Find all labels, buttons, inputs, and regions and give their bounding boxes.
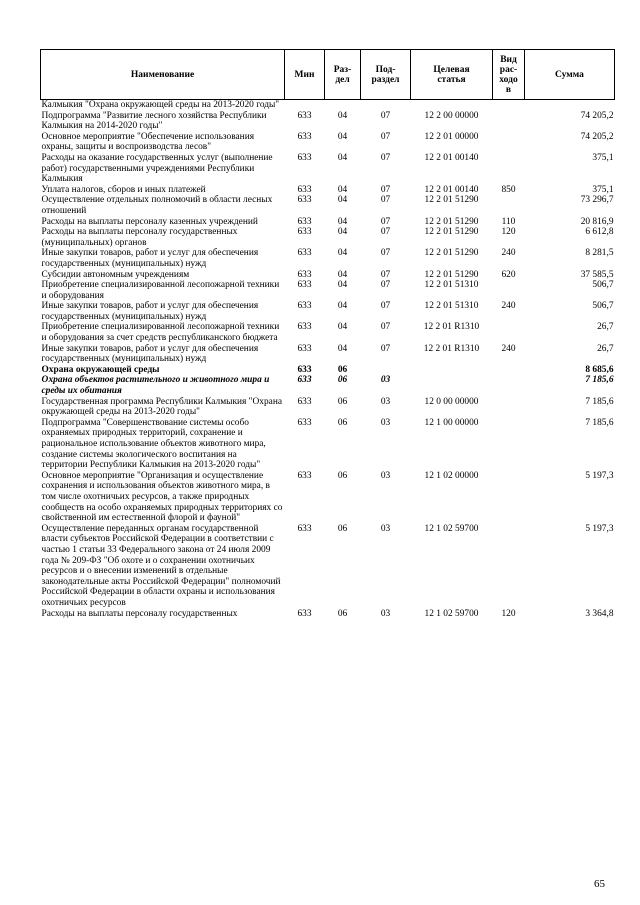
cell-summa: 73 296,7 [580,195,614,206]
cell-min: 633 [297,227,312,238]
cell-statya: 12 1 02 59700 [424,608,479,619]
cell-razdel: 04 [337,343,348,354]
cell-vid [493,100,525,111]
cell-vid: 120 [501,608,516,619]
cell-vid [493,111,525,132]
cell-statya: 12 2 01 51290 [424,248,479,259]
table-row [41,471,615,524]
table-row [41,185,615,196]
cell-min: 633 [297,195,312,206]
header-razdel: Раз- дел [325,50,361,100]
cell-podrazdel: 07 [380,301,391,312]
cell-min: 633 [297,470,312,481]
cell-razdel: 04 [337,216,348,227]
cell-name: Приобретение специализированной лесопожарной техники и оборудования [41,280,280,301]
cell-vid [493,195,525,216]
cell-podrazdel: 07 [380,227,391,238]
table-row [41,344,615,365]
cell-summa: 20 816,9 [580,216,614,227]
cell-summa: 7 185,6 [585,417,614,428]
header-min: Мин [285,50,325,100]
cell-summa: 26,7 [597,343,614,354]
cell-vid [493,471,525,524]
cell-min: 633 [297,322,312,333]
cell-summa: 74 205,2 [580,110,614,121]
page-number: 65 [594,878,605,890]
cell-min: 633 [297,608,312,619]
cell-summa: 5 197,3 [585,470,614,481]
cell-min: 633 [297,343,312,354]
cell-vid [493,524,525,609]
cell-statya: 12 2 00 00000 [424,110,479,121]
cell-podrazdel: 07 [380,195,391,206]
cell-name: Иные закупки товаров, работ и услуг для обеспечения государственных (муниципальных) нужд [41,301,259,322]
cell-vid: 850 [501,184,516,195]
cell-statya: 12 1 02 00000 [424,470,479,481]
table-row [41,418,615,471]
table-row [41,153,615,185]
cell-name: Охрана окружающей среды [41,364,160,375]
table-body [41,100,615,620]
cell-razdel: 06 [337,417,348,428]
cell-razdel: 04 [337,184,348,195]
cell-razdel: 04 [337,152,348,163]
cell-razdel: 06 [337,608,348,619]
cell-razdel: 04 [337,110,348,121]
cell-vid [493,397,525,418]
table-row [41,397,615,418]
cell-min: 633 [297,131,312,142]
cell-min [285,100,325,111]
cell-min: 633 [297,280,312,291]
cell-podrazdel [361,365,411,376]
cell-razdel: 06 [337,470,348,481]
cell-vid [493,365,525,376]
cell-vid: 240 [501,301,516,312]
cell-min: 633 [297,110,312,121]
cell-statya: 12 0 00 00000 [424,396,479,407]
cell-razdel: 04 [337,227,348,238]
cell-summa: 6 612,8 [585,227,614,238]
cell-podrazdel: 07 [380,269,391,280]
cell-podrazdel: 07 [380,131,391,142]
cell-name: Осуществление переданных органам государственной власти субъектов Российской Федерации в соответствии с частью 1 статьи 33 Федерального закона от 24 июля 2009 года № 209-ФЗ "Об охоте и о сохранении охотничьих ресурсов и о внесении изменений в отдельные законодательные акты Российской Федерации" полномочий Российской Федерации в области охраны и использования охотничьих ресурсов [41,523,281,608]
cell-razdel: 04 [337,301,348,312]
cell-name: Государственная программа Республики Калмыкия "Охрана окружающей среды на 2013-2020 годы" [41,396,282,418]
cell-statya [411,365,493,376]
table-row [41,227,615,248]
cell-min: 633 [297,375,312,386]
cell-vid: 620 [501,269,516,280]
cell-name: Иные закупки товаров, работ и услуг для обеспечения государственных (муниципальных) нужд [41,343,259,365]
cell-summa: 3 364,8 [585,608,614,619]
table-row [41,365,615,376]
cell-summa: 7 185,6 [585,375,614,386]
cell-vid: 240 [501,343,516,354]
cell-podrazdel: 07 [380,110,391,121]
budget-table [40,49,615,619]
cell-name: Приобретение специализированной лесопожарной техники и оборудования за счет средств республиканского бюджета [41,322,280,344]
cell-summa: 375,1 [592,152,614,163]
cell-summa: 506,7 [592,301,614,312]
cell-name: Расходы на выплаты персоналу государственных [41,608,238,619]
table-row [41,609,615,620]
cell-podrazdel: 07 [380,248,391,259]
cell-statya: 12 2 01 51290 [424,227,479,238]
cell-summa: 8 281,5 [585,248,614,259]
cell-podrazdel: 07 [380,216,391,227]
cell-vid: 240 [501,248,516,259]
cell-min: 633 [297,364,312,375]
cell-min: 633 [297,152,312,163]
cell-min: 633 [297,269,312,280]
cell-summa: 74 205,2 [580,131,614,142]
cell-min: 633 [297,184,312,195]
table-row [41,111,615,132]
header-vid: Вид рас- ходо в [493,50,525,100]
table-row [41,195,615,216]
cell-podrazdel: 03 [380,417,391,428]
cell-statya: 12 2 01 51290 [424,195,479,206]
cell-name: Калмыкия "Охрана окружающей среды на 2013-2020 годы" [41,100,280,110]
cell-podrazdel: 03 [380,608,391,619]
cell-statya: 12 2 01 51310 [424,301,479,312]
cell-statya: 12 2 01 00140 [424,184,479,195]
cell-statya: 12 1 02 59700 [424,523,479,534]
cell-summa: 7 185,6 [585,396,614,407]
cell-podrazdel: 07 [380,152,391,163]
cell-razdel: 04 [337,322,348,333]
cell-min: 633 [297,301,312,312]
cell-min: 633 [297,216,312,227]
cell-vid [493,132,525,153]
cell-name: Расходы на оказание государственных услуг (выполнение работ) государственными учреждениями Республики Калмыкия [41,152,273,185]
cell-summa: 5 197,3 [585,523,614,534]
cell-podrazdel: 07 [380,280,391,291]
table-row [41,375,615,396]
cell-summa: 26,7 [597,322,614,333]
cell-podrazdel: 07 [380,184,391,195]
cell-podrazdel: 03 [380,375,391,386]
cell-name: Основное мероприятие "Обеспечение использования охраны, защиты и воспроизводства лесов" [41,131,255,153]
header-podrazdel: Под- раздел [361,50,411,100]
cell-razdel: 06 [337,523,348,534]
table-row [41,322,615,343]
table-row [41,270,615,281]
table-row [41,524,615,609]
cell-vid [493,375,525,396]
cell-min: 633 [297,248,312,259]
table-header-row [41,50,615,100]
cell-name: Подпрограмма "Развитие лесного хозяйства Республики Калмыкия на 2014-2020 годы" [41,110,267,132]
cell-summa: 37 585,5 [580,269,614,280]
cell-razdel [325,100,361,111]
table-row [41,280,615,301]
cell-razdel: 06 [337,364,348,375]
table-row [41,132,615,153]
cell-name: Охрана объектов растительного и животного мира и среды их обитания [41,375,270,397]
cell-podrazdel: 03 [380,396,391,407]
cell-vid [493,280,525,301]
cell-razdel: 04 [337,248,348,259]
cell-summa: 506,7 [592,280,614,291]
cell-name: Расходы на выплаты персоналу казенных учреждений [41,216,258,227]
cell-podrazdel: 03 [380,523,391,534]
header-statya: Целевая статья [411,50,493,100]
cell-podrazdel: 07 [380,322,391,333]
header-summa: Сумма [525,50,615,100]
header-name: Наименование [41,50,285,100]
cell-summa [525,100,615,111]
cell-statya: 12 1 00 00000 [424,417,479,428]
cell-statya: 12 2 01 00140 [424,152,479,163]
cell-razdel: 04 [337,280,348,291]
cell-summa: 375,1 [592,184,614,195]
cell-statya: 12 2 01 51290 [424,216,479,227]
cell-razdel: 06 [337,375,348,386]
cell-name: Расходы на выплаты персоналу государственных (муниципальных) органов [41,227,238,248]
cell-razdel: 04 [337,269,348,280]
cell-statya: 12 2 01 R1310 [423,322,480,333]
cell-statya: 12 2 01 R1310 [423,343,480,354]
cell-vid [493,322,525,343]
cell-name: Осуществление отдельных полномочий в области лесных отношений [41,195,273,216]
cell-name: Основное мероприятие "Организация и осуществление сохранения и использования объектов животного мира, в том числе охотничьих ресурсов, а также природных сообществ на особо охраняемых природных территориях со свойственной им естественной флорой и фауной" [41,470,283,524]
cell-name: Уплата налогов, сборов и иных платежей [41,184,206,195]
cell-statya [411,375,493,396]
cell-name: Субсидии автономным учреждениям [41,269,190,280]
cell-razdel: 04 [337,131,348,142]
cell-razdel: 04 [337,195,348,206]
cell-min: 633 [297,396,312,407]
cell-name: Подпрограмма "Совершенствование системы особо охраняемых природных территорий, сохранение и рациональное использование объектов животного мира, создание системы экологического воспитания на территории Республики Калмыкия на 2013-2020 годы" [41,417,266,471]
cell-vid: 110 [501,216,516,227]
cell-min: 633 [297,523,312,534]
table-row [41,217,615,228]
cell-statya: 12 2 01 51290 [424,269,479,280]
table-row [41,100,615,111]
cell-podrazdel: 07 [380,343,391,354]
cell-summa: 8 685,6 [585,364,614,375]
cell-razdel: 06 [337,396,348,407]
cell-vid: 120 [501,227,516,238]
table-row [41,301,615,322]
cell-vid [493,418,525,471]
cell-statya [411,100,493,111]
cell-statya: 12 2 01 51310 [424,280,479,291]
cell-statya: 12 2 01 00000 [424,131,479,142]
cell-name: Иные закупки товаров, работ и услуг для обеспечения государственных (муниципальных) нужд [41,248,259,269]
cell-min: 633 [297,417,312,428]
cell-podrazdel: 03 [380,470,391,481]
cell-vid [493,153,525,185]
table-row [41,248,615,269]
cell-podrazdel [361,100,411,111]
